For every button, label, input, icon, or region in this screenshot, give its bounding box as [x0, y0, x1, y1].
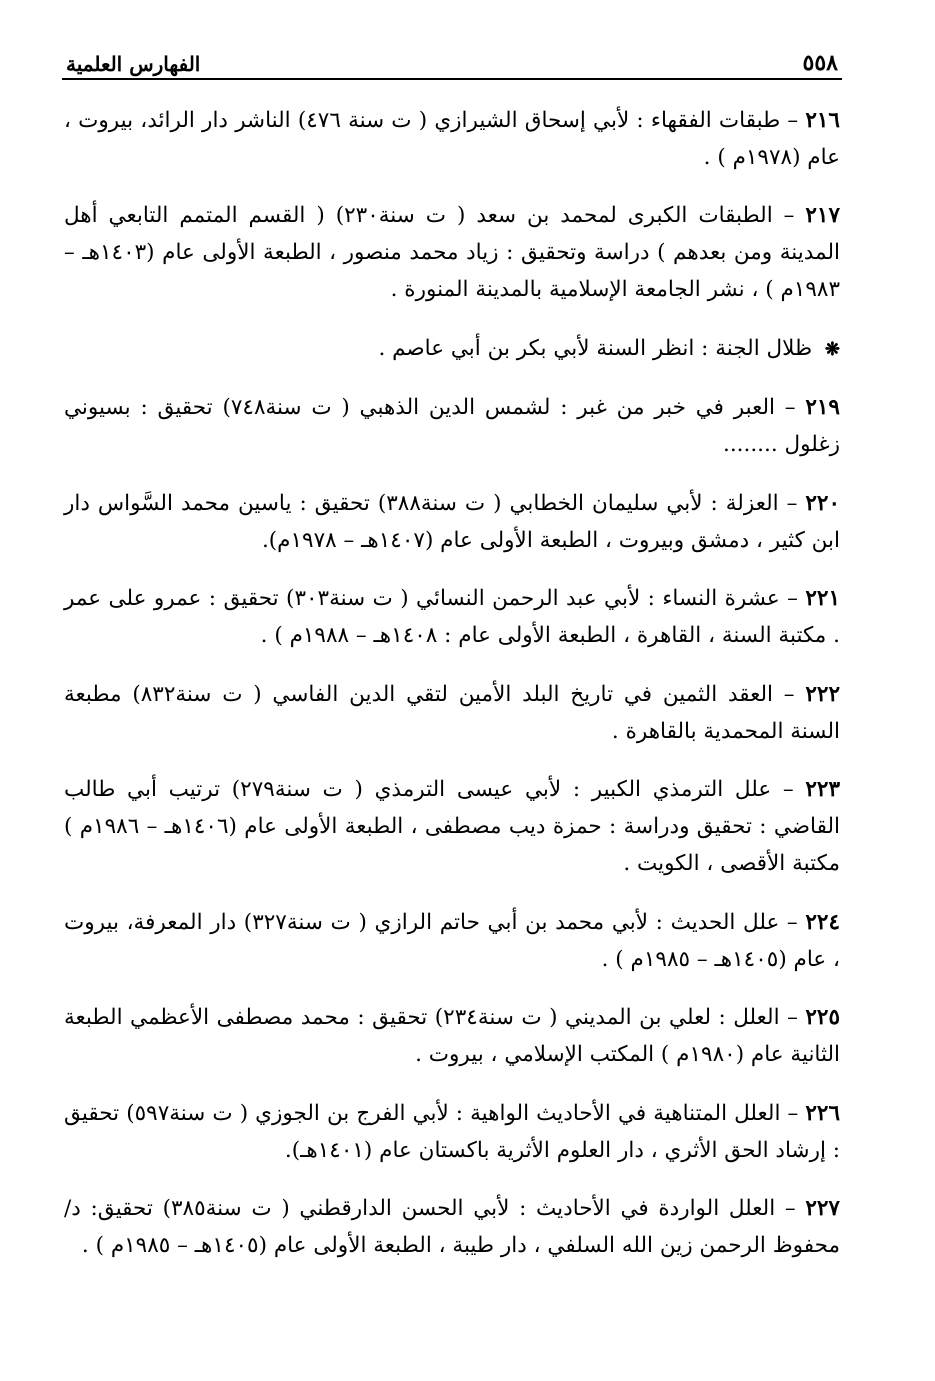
- entry-number: ٢١٧: [805, 203, 841, 228]
- entry-number: ٢٢٣: [805, 777, 840, 802]
- asterisk-icon: ❋: [824, 338, 840, 360]
- entry-216: [62, 102, 842, 176]
- page-header: [62, 40, 842, 80]
- entry-225: [62, 999, 842, 1073]
- entry-cross-reference: [62, 330, 842, 368]
- entry-219: [62, 389, 842, 463]
- entry-text: – علل الحديث : لأبي محمد بن أبي حاتم الرازي ( ت سنة٣٢٧) دار المعرفة، بيروت ، عام (١٤٠٥هـ – ١٩٨٥م ) .: [64, 909, 840, 972]
- entry-number: ٢٢١: [805, 586, 840, 611]
- entry-text: – العبر في خبر من غبر : لشمس الدين الذهبي ( ت سنة٧٤٨) تحقيق : بسيوني زغلول ........: [64, 395, 840, 457]
- entry-text: – عشرة النساء : لأبي عبد الرحمن النسائي ( ت سنة٣٠٣) تحقيق : عمرو على عمر . مكتبة السنة ، القاهرة ، الطبعة الأولى عام : ١٤٠٨هـ – ١٩٨٨م ) .: [64, 586, 840, 648]
- bibliography-list: [62, 102, 842, 1265]
- entry-text: – العلل المتناهية في الأحاديث الواهية : لأبي الفرج بن الجوزي ( ت سنة٥٩٧) تحقيق : إرشاد الحق الأثري ، دار العلوم الأثرية باكستان عام (١٤٠١هـ).: [64, 1100, 840, 1163]
- entry-number: ٢١٦: [805, 107, 840, 133]
- entry-text: – طبقات الفقهاء : لأبي إسحاق الشيرازي ( ت سنة ٤٧٦) الناشر دار الرائد، بيروت ، عام (١٩٧٨م ) .: [64, 107, 840, 170]
- entry-text: ظلال الجنة : انظر السنة لأبي بكر بن أبي عاصم .: [378, 335, 819, 361]
- entry-223: [62, 771, 842, 882]
- entry-text: – علل الترمذي الكبير : لأبي عيسى الترمذي ( ت سنة٢٧٩) ترتيب أبي طالب القاضي : تحقيق ودراسة : حمزة ديب مصطفى ، الطبعة الأولى عام (١٤٠٦هـ – ١٩٨٦م ) مكتبة الأقصى ، الكويت .: [64, 777, 840, 876]
- book-page: [62, 40, 842, 1271]
- entry-number: ٢٢٢: [805, 681, 841, 707]
- page-number: ٥٥٨: [802, 50, 838, 76]
- entry-text: – الطبقات الكبرى لمحمد بن سعد ( ت سنة٢٣٠) ( القسم المتمم التابعي أهل المدينة ومن بعدهم ) دراسة وتحقيق : زياد محمد منصور ، الطبعة الأولى عام (١٤٠٣هـ – ١٩٨٣م ) ، نشر الجامعة الإسلامية بالمدينة المنورة .: [64, 203, 840, 302]
- entry-number: ٢٢٦: [805, 1100, 840, 1126]
- entry-text: – العلل الواردة في الأحاديث : لأبي الحسن الدارقطني ( ت سنة٣٨٥) تحقيق: د/ محفوظ الرحمن زين الله السلفي ، دار طيبة ، الطبعة الأولى عام (١٤٠٥هـ – ١٩٨٥م ) .: [64, 1196, 840, 1258]
- entry-number: ٢٢٥: [805, 1005, 840, 1030]
- entry-number: ٢٢٠: [805, 490, 840, 516]
- entry-221: [62, 580, 842, 654]
- entry-text: – العلل : لعلي بن المديني ( ت سنة٢٣٤) تحقيق : محمد مصطفى الأعظمي الطبعة الثانية عام (١٩٨٠م ) المكتب الإسلامي ، بيروت .: [64, 1005, 840, 1067]
- entry-number: ٢٢٤: [805, 909, 840, 935]
- entry-226: [62, 1095, 842, 1169]
- entry-217: [62, 197, 842, 308]
- entry-227: [62, 1190, 842, 1264]
- entry-number: ٢٢٧: [805, 1196, 840, 1221]
- entry-text: – العقد الثمين في تاريخ البلد الأمين لتقي الدين الفاسي ( ت سنة٨٣٢) مطبعة السنة المحمدية بالقاهرة .: [64, 681, 840, 744]
- section-title: الفهارس العلمية: [66, 52, 201, 76]
- entry-220: [62, 485, 842, 559]
- entry-number: ٢١٩: [805, 395, 840, 420]
- entry-224: [62, 904, 842, 978]
- entry-222: [62, 676, 842, 750]
- entry-text: – العزلة : لأبي سليمان الخطابي ( ت سنة٣٨٨) تحقيق : ياسين محمد السَّواس دار ابن كثير ، دمشق وبيروت ، الطبعة الأولى عام (١٤٠٧هـ – ١٩٧٨م).: [64, 490, 840, 553]
